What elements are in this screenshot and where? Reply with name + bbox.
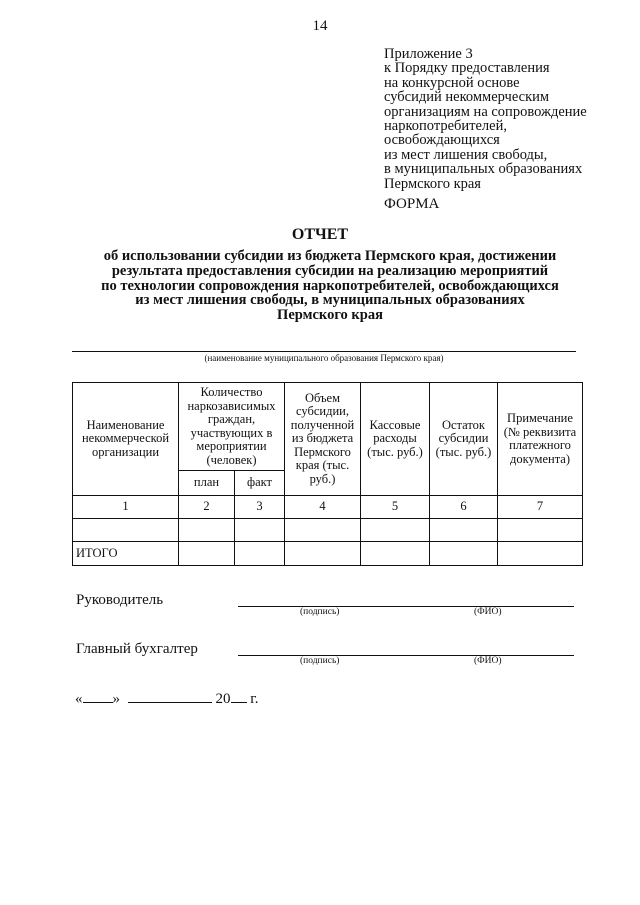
appendix-line: Пермского края: [384, 175, 481, 192]
total-label: ИТОГО: [73, 542, 179, 566]
appendix-line: организациям на сопровождение: [384, 103, 587, 120]
form-label: ФОРМА: [384, 196, 440, 212]
column-number: 3: [235, 496, 285, 519]
page-number: 14: [312, 18, 328, 34]
accountant-signature-caption: (подпись): [300, 656, 340, 666]
appendix-line: субсидий некоммерческим: [384, 89, 550, 106]
header-subsidy-balance: Остаток субсидии (тыс. руб.): [430, 383, 498, 496]
table-cell[interactable]: [498, 519, 583, 542]
accountant-label: Главный бухгалтер: [76, 641, 198, 657]
table-cell[interactable]: [235, 542, 285, 566]
column-number: 1: [73, 496, 179, 519]
column-number: 2: [179, 496, 235, 519]
head-signature-line[interactable]: [238, 606, 574, 607]
table-cell[interactable]: [285, 542, 361, 566]
year-blank[interactable]: [231, 689, 247, 703]
header-note: Примечание (№ реквизита платежного документа): [498, 383, 583, 496]
month-blank[interactable]: [128, 689, 212, 703]
year-prefix: 20: [215, 691, 231, 707]
appendix-line: освобождающихся: [384, 132, 500, 149]
header-plan: план: [179, 471, 235, 496]
report-title: ОТЧЕТ: [291, 226, 349, 243]
subtitle-line: Пермского края: [277, 307, 383, 324]
accountant-name-caption: (ФИО): [474, 656, 502, 666]
appendix-line: на конкурсной основе: [384, 74, 520, 91]
appendix-line: наркопотребителей,: [384, 118, 507, 135]
table-cell[interactable]: [430, 519, 498, 542]
table-cell[interactable]: [361, 519, 430, 542]
report-table: [72, 382, 583, 566]
column-number: 5: [361, 496, 430, 519]
header-fact: факт: [235, 471, 285, 496]
appendix-line: в муниципальных образованиях: [384, 161, 583, 178]
subtitle-line: по технологии сопровождения наркопотребителей, освобождающихся: [101, 277, 559, 294]
column-number: 6: [430, 496, 498, 519]
table-cell[interactable]: [235, 519, 285, 542]
appendix-line: Приложение 3: [384, 46, 473, 62]
day-blank[interactable]: [83, 689, 113, 703]
appendix-block: [384, 47, 624, 191]
table-cell[interactable]: [179, 542, 235, 566]
total-row: [73, 542, 583, 566]
head-label: Руководитель: [76, 592, 164, 608]
header-subsidy-volume: Объем субсидии, полученной из бюджета Пермского края (тыс. руб.): [285, 383, 361, 496]
municipality-caption: (наименование муниципального образования Пермского края): [204, 353, 444, 363]
header-cash-expenses: Кассовые расходы (тыс. руб.): [361, 383, 430, 496]
subtitle-line: из мест лишения свободы, в муниципальных образованиях: [135, 292, 525, 309]
subtitle-line: результата предоставления субсидии на реализацию мероприятий: [111, 262, 549, 279]
header-org-name: Наименование некоммерческой организации: [73, 383, 179, 496]
accountant-signature-line[interactable]: [238, 655, 574, 656]
date-open-quote: «: [75, 691, 83, 707]
table-cell[interactable]: [285, 519, 361, 542]
appendix-line: из мест лишения свободы,: [384, 146, 548, 163]
table-cell[interactable]: [361, 542, 430, 566]
municipality-fill-line[interactable]: [72, 351, 576, 352]
subtitle-line: об использовании субсидии из бюджета Пермского края, достижении: [103, 248, 557, 264]
header-participants-count: Количество наркозависимых граждан, участвующих в мероприятии (человек): [179, 383, 285, 471]
head-name-caption: (ФИО): [474, 607, 502, 617]
column-number: 4: [285, 496, 361, 519]
appendix-line: к Порядку предоставления: [384, 60, 550, 77]
table-cell[interactable]: [179, 519, 235, 542]
year-suffix: г.: [250, 691, 259, 707]
table-cell[interactable]: [430, 542, 498, 566]
column-number: 7: [498, 496, 583, 519]
date-line: [75, 689, 258, 708]
table-row: [73, 519, 583, 542]
head-signature-caption: (подпись): [300, 607, 340, 617]
table-cell[interactable]: [73, 519, 179, 542]
table-cell[interactable]: [498, 542, 583, 566]
report-subtitle: [80, 249, 580, 323]
date-close-quote: »: [112, 691, 120, 707]
